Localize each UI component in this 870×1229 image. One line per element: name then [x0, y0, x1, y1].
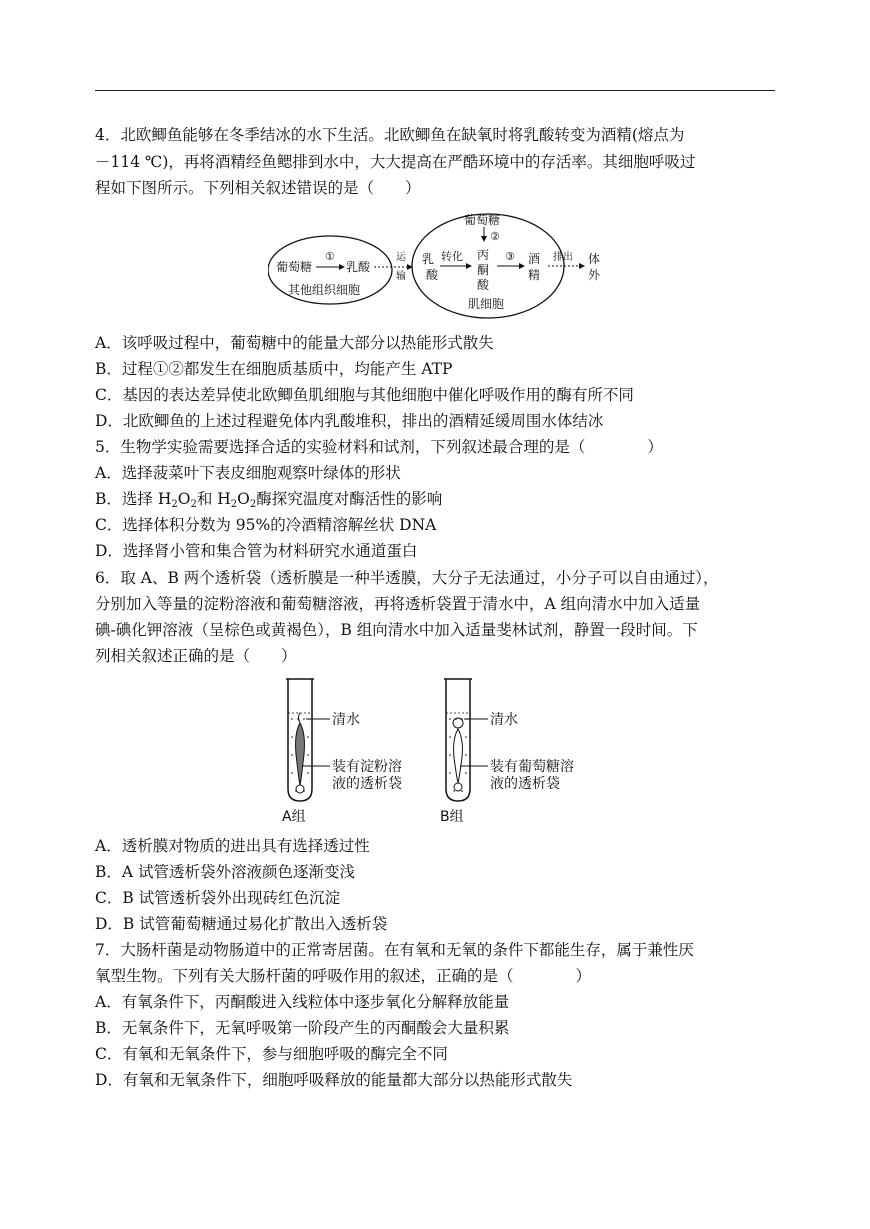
outside-label-1: 体	[588, 252, 601, 266]
alcohol-label-2: 精	[528, 268, 541, 282]
q4-stem-line1: 4．北欧鲫鱼能够在冬季结冰的水下生活。北欧鲫鱼在缺氧时将乳酸转变为酒精(熔点为	[95, 126, 685, 144]
outside-label-2: 外	[588, 268, 601, 282]
b-bag-label-1: 装有葡萄糖溶	[490, 759, 574, 775]
left-glucose-label: 葡萄糖	[276, 260, 313, 274]
pyruvate-label-2: 酮	[477, 263, 490, 277]
q7-option-d: D．有氧和无氧条件下，细胞呼吸释放的能量都大部分以热能形式散失	[95, 1071, 573, 1089]
respiration-diagram	[268, 210, 628, 320]
q6-stem-line3: 碘-碘化钾溶液（呈棕色或黄褐色），B 组向清水中加入适量斐林试剂，静置一段时间。下	[95, 621, 698, 639]
a-bag-label-1: 装有淀粉溶	[332, 759, 402, 775]
pyruvate-label-1: 丙	[477, 248, 490, 262]
q6-option-d: D．B 试管葡萄糖通过易化扩散出入透析袋	[95, 915, 388, 933]
q4-stem-line2: －114 ℃)，再将酒精经鱼鳃排到水中，大大提高在严酷环境中的存活率。其细胞呼吸过	[95, 153, 696, 171]
q7-option-c: C．有氧和无氧条件下，参与细胞呼吸的酶完全不同	[95, 1045, 448, 1063]
b-group-label: B组	[440, 809, 464, 825]
other-cells-label: 其他组织细胞	[288, 283, 361, 297]
header-rule	[95, 90, 775, 91]
q7-stem-line2: 氧型生物。下列有关大肠杆菌的呼吸作用的叙述，正确的是（ ）	[95, 967, 592, 985]
pyruvate-label-3: 酸	[477, 278, 490, 292]
q5-option-d: D．选择肾小管和集合管为材料研究水通道蛋白	[95, 542, 418, 560]
a-group-label: A组	[282, 809, 306, 825]
q6-option-b: B．A 试管透析袋外溶液颜色逐渐变浅	[95, 863, 356, 881]
q7-stem-line1: 7．大肠杆菌是动物肠道中的正常寄居菌。在有氧和无氧的条件下都能生存，属于兼性厌	[95, 941, 694, 959]
q5-option-a: A．选择菠菜叶下表皮细胞观察叶绿体的形状	[95, 464, 401, 482]
q4-option-d: D．北欧鲫鱼的上述过程避免体内乳酸堆积，排出的酒精延缓周围水体结冰	[95, 412, 604, 430]
q4-stem-line3: 程如下图所示。下列相关叙述错误的是（ ）	[95, 179, 421, 197]
q5-stem: 5．生物学实验需要选择合适的实验材料和试剂，下列叙述最合理的是（ ）	[95, 438, 663, 456]
alcohol-label-1: 酒	[528, 252, 541, 266]
q6-stem-line1: 6．取 A、B 两个透析袋（透析膜是一种半透膜，大分子无法通过，小分子可以自由通过），	[95, 569, 719, 587]
step1-label: ①	[325, 250, 335, 263]
a-bag-label-2: 液的透析袋	[332, 776, 402, 792]
left-lactic-label: 乳酸	[346, 260, 371, 274]
dialysis-figure	[276, 677, 596, 825]
q5-option-c: C．选择体积分数为 95%的冷酒精溶解丝状 DNA	[95, 516, 437, 534]
b-water-label: 清水	[490, 712, 518, 728]
tube-b	[444, 679, 472, 801]
q7-option-a: A．有氧条件下，丙酮酸进入线粒体中逐步氧化分解释放能量	[95, 993, 510, 1011]
q4-option-c: C．基因的表达差异使北欧鲫鱼肌细胞与其他细胞中催化呼吸作用的酶有所不同	[95, 386, 634, 404]
q6-option-c: C．B 试管透析袋外出现砖红色沉淀	[95, 889, 341, 907]
q6-stem-line4: 列相关叙述正确的是（ ）	[95, 647, 297, 665]
q6-option-a: A．透析膜对物质的进出具有选择透过性	[95, 837, 370, 855]
q6-stem-line2: 分别加入等量的淀粉溶液和葡萄糖溶液，再将透析袋置于清水中，A 组向清水中加入适量	[95, 595, 701, 613]
muscle-glucose-label: 葡萄糖	[464, 213, 501, 227]
a-water-label: 清水	[332, 712, 360, 728]
tube-a	[286, 679, 314, 801]
muscle-lactic-label-2: 酸	[426, 268, 439, 282]
q7-option-b: B．无氧条件下，无氧呼吸第一阶段产生的丙酮酸会大量积累	[95, 1019, 510, 1037]
transport-label-1: 运	[396, 252, 406, 263]
step3-label: ③	[505, 250, 515, 263]
step2-label: ②	[490, 230, 500, 243]
q4-option-a: A．该呼吸过程中，葡萄糖中的能量大部分以热能形式散失	[95, 334, 494, 352]
convert-label: 转化	[441, 250, 463, 263]
muscle-cell-label: 肌细胞	[468, 297, 505, 311]
q4-option-b: B．过程①②都发生在细胞质基质中，均能产生 ATP	[95, 360, 453, 378]
excrete-label: 排出	[553, 252, 573, 263]
transport-label-2: 输	[396, 271, 406, 282]
muscle-lactic-label-1: 乳	[422, 252, 435, 266]
q5-option-b: B．选择 $H_2O_2$和 $H_2O_2$酶探究温度对酶活性的影响	[95, 490, 443, 510]
b-bag-label-2: 液的透析袋	[490, 776, 560, 792]
